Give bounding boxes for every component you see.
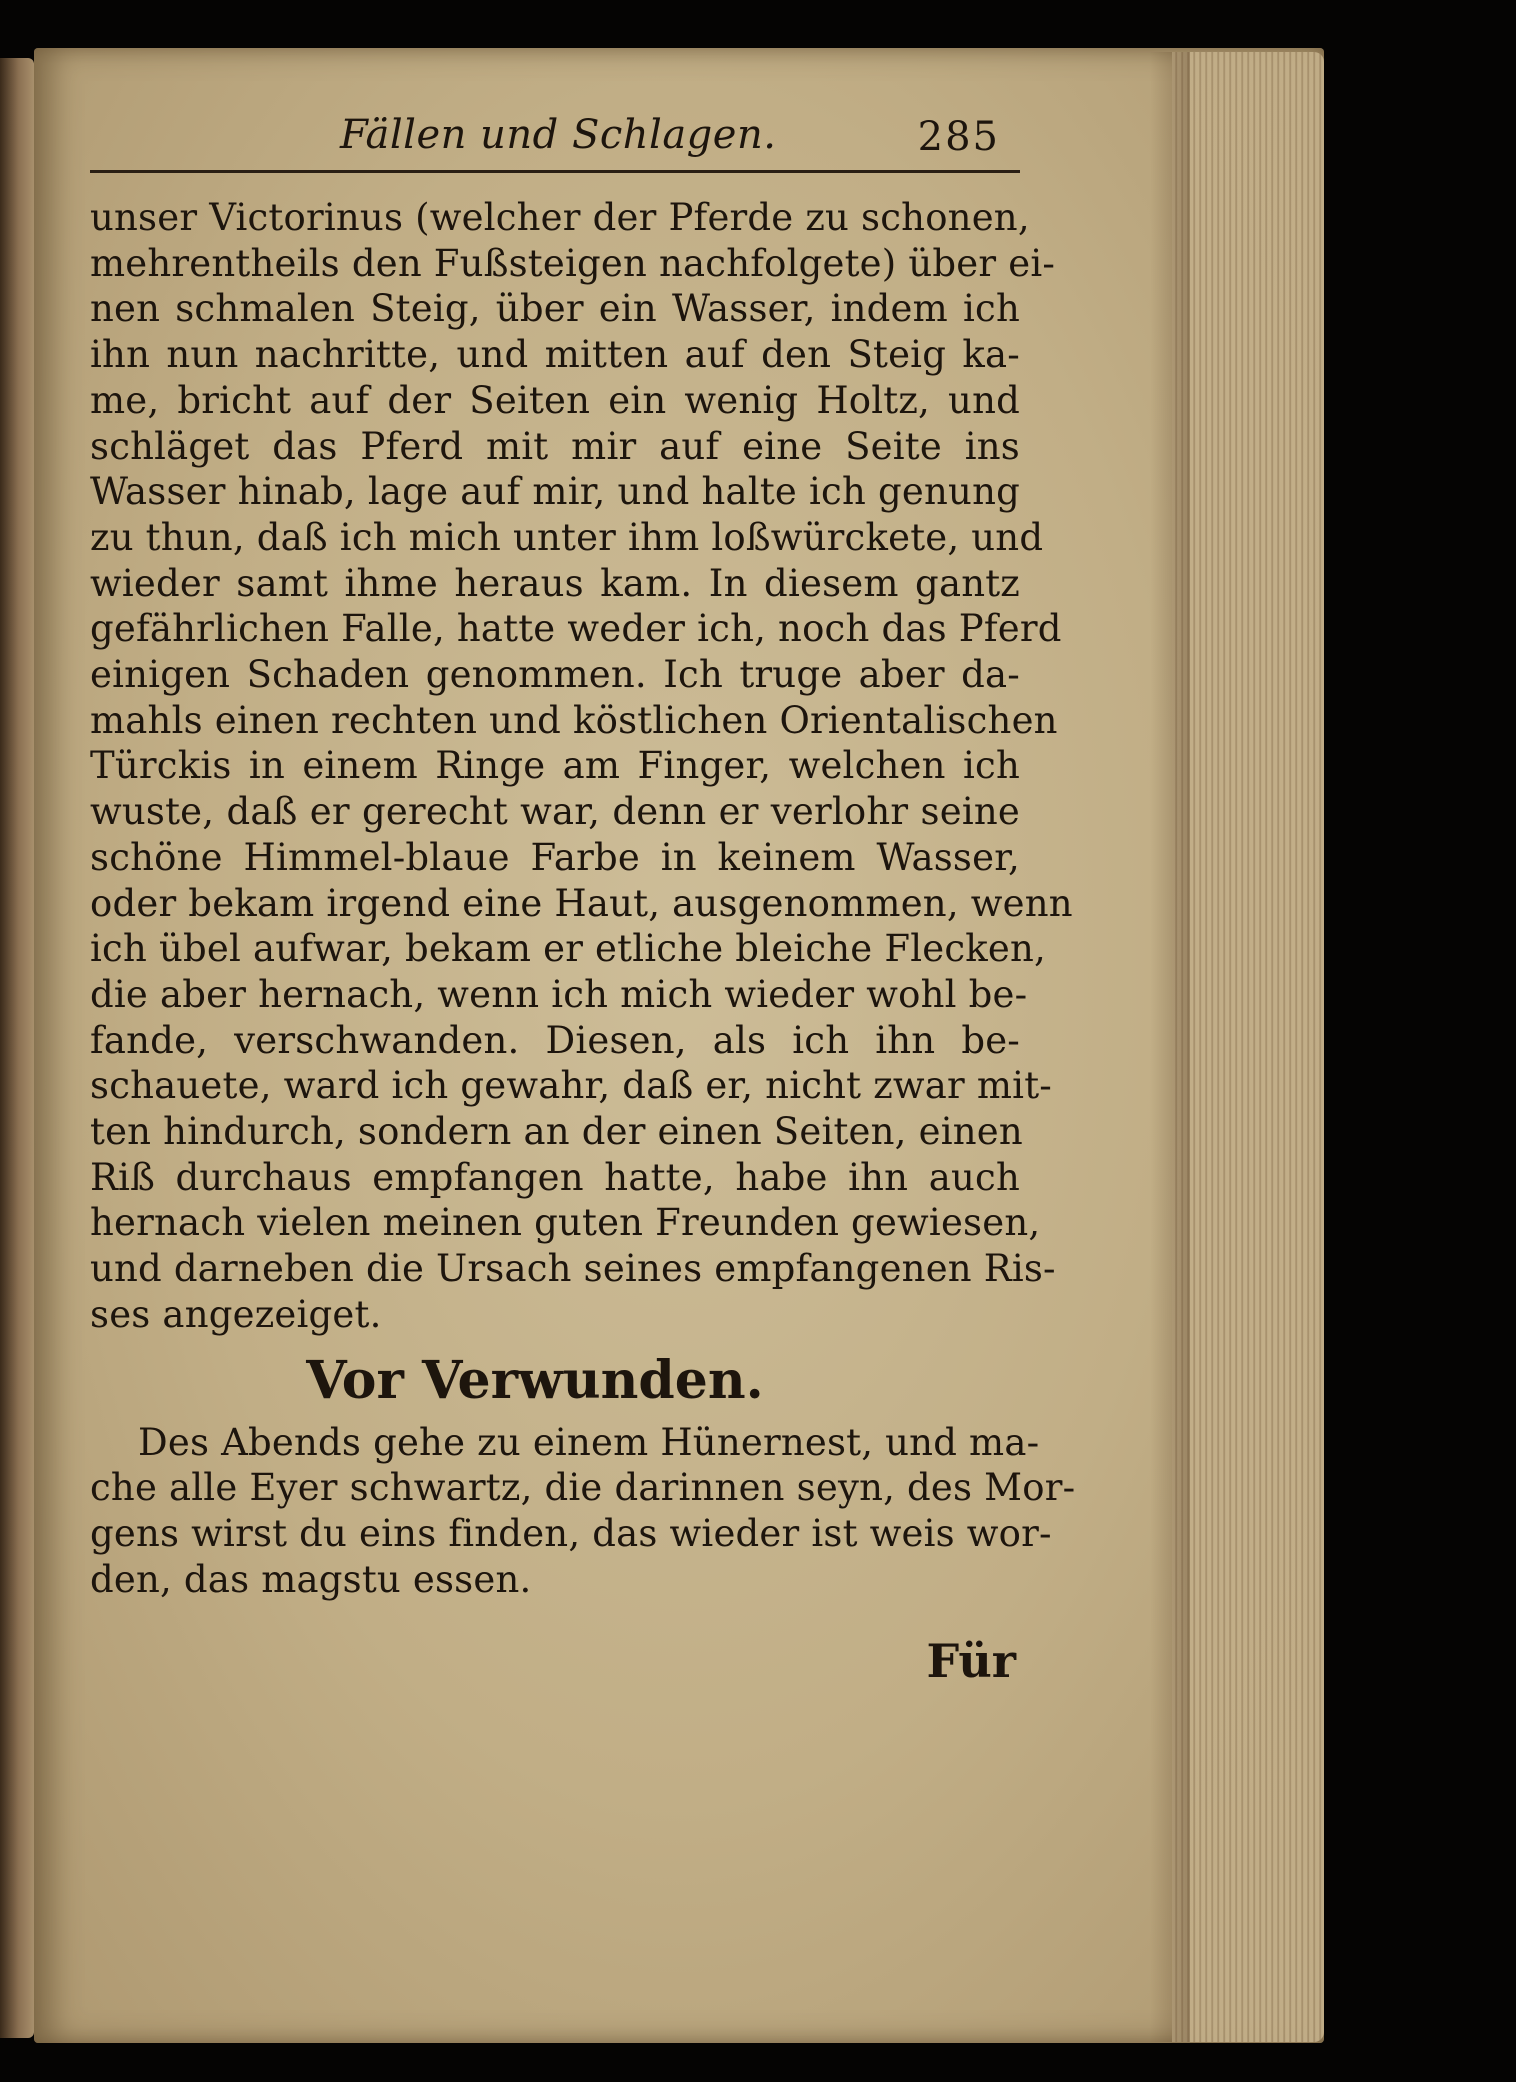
page-stack-shadow [1150, 52, 1190, 2042]
text-line: Türckis in einem Ringe am Finger, welchen ich [90, 744, 1020, 788]
text-line: die aber hernach, wenn ich mich wieder wohl be- [90, 972, 1028, 1016]
text-line: den, das magstu essen. [90, 1557, 532, 1601]
text-line: Des Abends gehe zu einem Hünernest, und ma- [138, 1420, 1040, 1464]
main-paragraph [90, 195, 1073, 1338]
text-line: schläget das Pferd mit mir auf eine Seite ins [90, 424, 1020, 468]
catchword: Für [926, 1634, 1016, 1689]
second-paragraph [90, 1420, 1076, 1603]
text-line: fande, verschwanden. Diesen, als ich ihn be- [90, 1018, 1020, 1062]
text-line: ses angezeiget. [90, 1292, 382, 1336]
text-line: hernach vielen meinen guten Freunden gewiesen, [90, 1201, 1041, 1245]
text-line: wieder samt ihme heraus kam. In diesem gantz [90, 561, 1020, 605]
text-line: zu thun, daß ich mich unter ihm loßwürckete, und [90, 515, 1044, 559]
page-number: 285 [917, 114, 1000, 160]
section-heading: Vor Verwunden. [306, 1349, 764, 1411]
text-line: oder bekam irgend eine Haut, ausgenommen, wenn [90, 881, 1073, 925]
text-line: ten hindurch, sondern an der einen Seiten, einen [90, 1110, 1023, 1154]
text-line: me, bricht auf der Seiten ein wenig Holtz, und [90, 378, 1020, 422]
text-line: ich übel aufwar, bekam er etliche bleiche Flecken, [90, 927, 1046, 971]
text-line: mehrentheils den Fußsteigen nachfolgete) über ei- [90, 241, 1056, 285]
text-line: Wasser hinab, lage auf mir, und halte ich genung [90, 470, 1020, 514]
text-line: wuste, daß er gerecht war, denn er verlohr seine [90, 790, 1020, 834]
text-line: nen schmalen Steig, über ein Wasser, indem ich [90, 287, 1020, 331]
running-head: Fällen und Schlagen. [340, 112, 777, 158]
page-header [90, 100, 1020, 173]
text-line: schöne Himmel-blaue Farbe in keinem Wasser, [90, 835, 1020, 879]
text-line: gefährlichen Falle, hatte weder ich, noch das Pferd [90, 607, 1062, 651]
text-block [90, 100, 1076, 1689]
left-page-edge [0, 58, 34, 2038]
text-line: und darneben die Ursach seines empfangenen Ris- [90, 1247, 1056, 1291]
text-line: mahls einen rechten und köstlichen Orientalischen [90, 698, 1058, 742]
text-line: einigen Schaden genommen. Ich truge aber da- [90, 653, 1020, 697]
text-line: che alle Eyer schwartz, die darinnen seyn, des Mor- [90, 1466, 1076, 1510]
text-line: unser Victorinus (welcher der Pferde zu schonen, [90, 196, 1030, 239]
text-line: ihn nun nachritte, und mitten auf den Steig ka- [90, 333, 1020, 377]
text-line: schauete, ward ich gewahr, daß er, nicht zwar mit- [90, 1064, 1052, 1108]
text-line: Riß durchaus empfangen hatte, habe ihn auch [90, 1155, 1020, 1199]
page-stack-edge [1172, 52, 1324, 2042]
text-line: gens wirst du eins finden, das wieder ist weis wor- [90, 1511, 1052, 1555]
